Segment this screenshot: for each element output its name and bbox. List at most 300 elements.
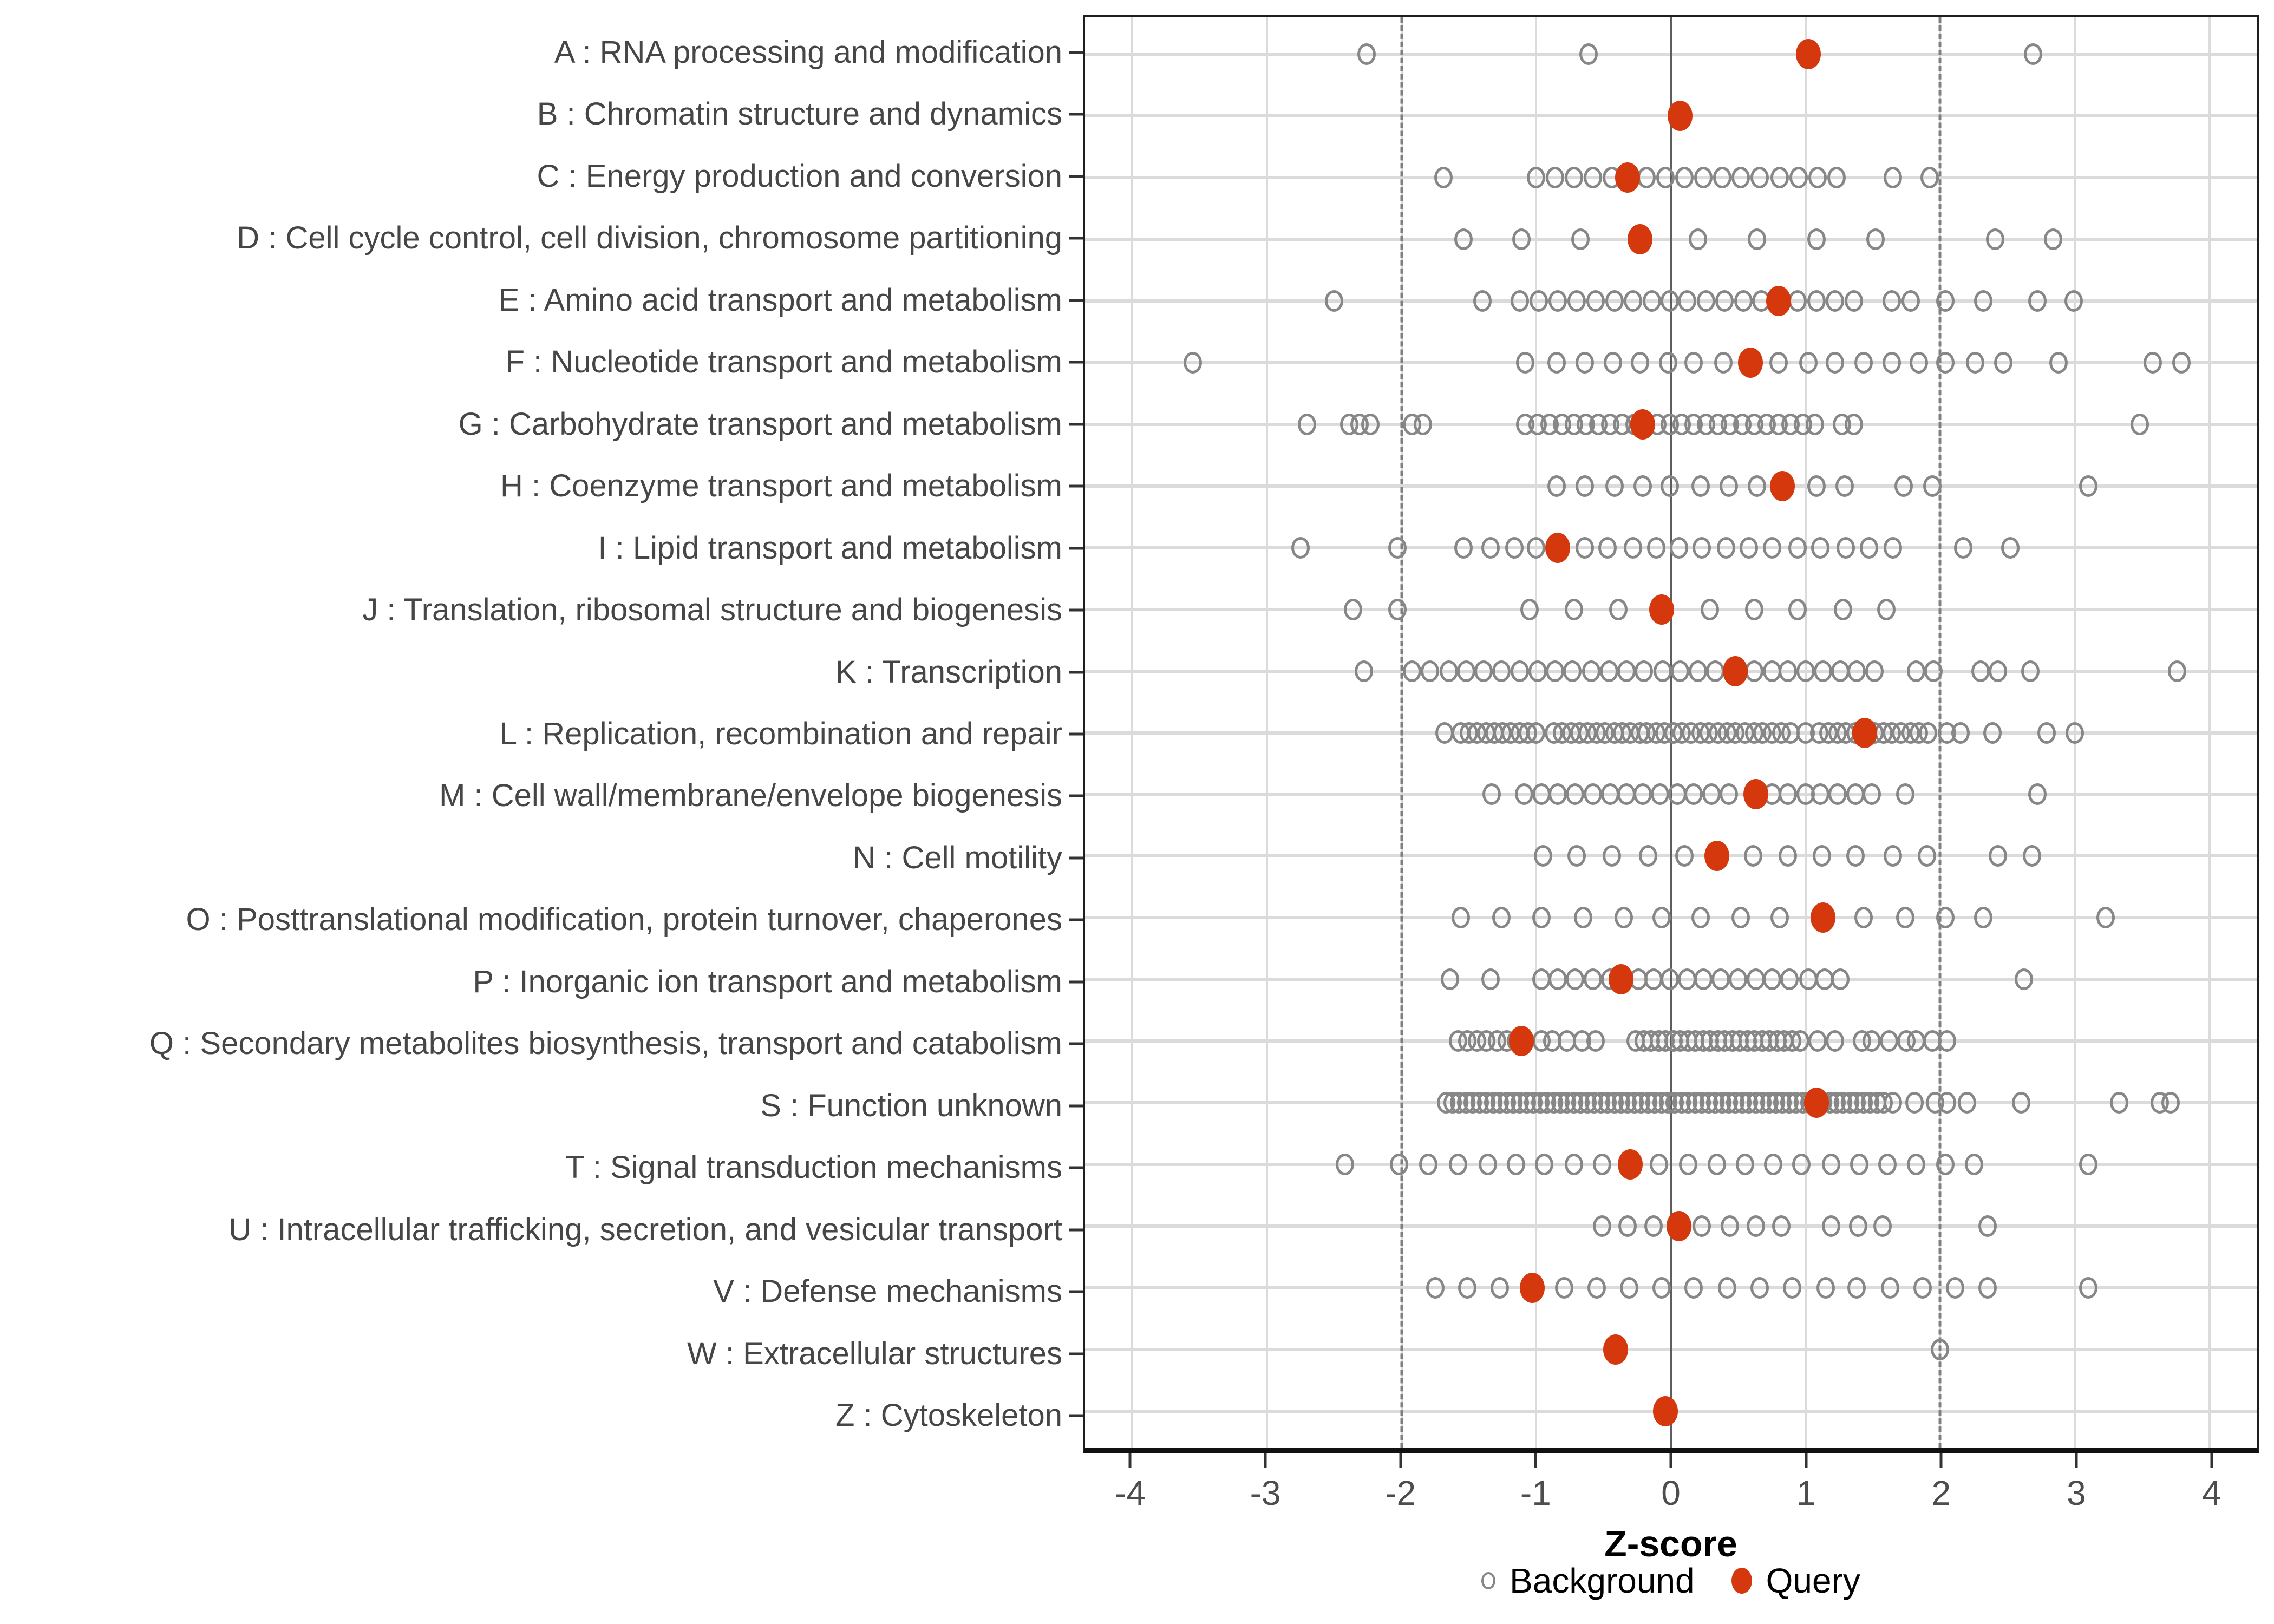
x-tick-mark <box>1129 1453 1132 1468</box>
background-point <box>1796 660 1815 682</box>
background-point <box>1344 599 1362 620</box>
background-point <box>1748 228 1766 250</box>
background-point <box>1901 290 1920 312</box>
background-point <box>1936 290 1955 312</box>
background-point <box>1697 290 1715 312</box>
background-point <box>2079 475 2097 497</box>
background-point <box>1563 660 1582 682</box>
background-point <box>1516 352 1534 374</box>
x-tick-mark <box>1264 1453 1267 1468</box>
background-point <box>1884 845 1902 867</box>
background-point <box>1584 783 1602 805</box>
background-point <box>1720 475 1738 497</box>
background-point <box>1740 537 1758 559</box>
background-point <box>1958 1092 1976 1114</box>
background-point <box>1788 599 1807 620</box>
background-point <box>1598 537 1617 559</box>
background-point <box>2066 722 2084 744</box>
background-point <box>2037 722 2056 744</box>
y-tick-mark <box>1069 856 1083 859</box>
background-point <box>1609 599 1628 620</box>
background-point <box>1983 722 2002 744</box>
background-point <box>1715 290 1734 312</box>
background-point <box>1826 352 1844 374</box>
background-point <box>1708 1154 1726 1175</box>
x-axis-title: Z-score <box>1604 1523 1737 1564</box>
background-point <box>1791 1030 1809 1052</box>
background-point <box>1772 1215 1791 1237</box>
background-point <box>1593 1215 1611 1237</box>
background-point <box>2161 1092 2180 1114</box>
background-point <box>1605 475 1624 497</box>
background-point <box>2049 352 2068 374</box>
background-point <box>1633 475 1652 497</box>
background-point <box>1675 845 1694 867</box>
background-point <box>1808 1030 1827 1052</box>
background-point <box>1847 660 1866 682</box>
background-point <box>1492 660 1511 682</box>
background-point <box>1808 167 1827 188</box>
background-point <box>1507 1154 1525 1175</box>
y-tick-mark <box>1069 423 1083 425</box>
background-point <box>1624 290 1642 312</box>
background-point <box>1473 290 1492 312</box>
y-category-label: G : Carbohydrate transport and metabolism <box>458 406 1062 442</box>
background-point <box>1643 290 1661 312</box>
background-point <box>1651 783 1669 805</box>
background-point <box>2028 783 2047 805</box>
background-point <box>1721 1215 1739 1237</box>
background-point <box>1691 475 1710 497</box>
background-point <box>1717 537 1735 559</box>
background-point <box>1441 968 1459 990</box>
background-point <box>1729 968 1747 990</box>
legend-item-query <box>1731 1563 1860 1598</box>
background-point <box>1492 907 1511 928</box>
y-tick-mark <box>1069 609 1083 612</box>
background-point <box>1491 1277 1509 1299</box>
x-tick-mark <box>1399 1453 1402 1468</box>
background-point <box>1769 352 1788 374</box>
background-point <box>1440 660 1458 682</box>
background-point <box>1731 167 1750 188</box>
background-point <box>1731 907 1750 928</box>
background-point <box>1978 1277 1997 1299</box>
background-point <box>1689 228 1707 250</box>
background-point <box>1419 1154 1437 1175</box>
background-point <box>2168 660 2186 682</box>
background-point <box>1426 1277 1445 1299</box>
background-point <box>1678 290 1696 312</box>
background-point <box>1764 1154 1782 1175</box>
background-point <box>1565 167 1583 188</box>
background-point <box>2021 660 2040 682</box>
x-tick-mark <box>1940 1453 1943 1468</box>
query-point <box>1618 1149 1643 1180</box>
background-circle-icon <box>1481 1572 1495 1589</box>
background-point <box>1971 660 1990 682</box>
background-point <box>1603 845 1621 867</box>
background-point <box>1481 968 1500 990</box>
background-point <box>1547 352 1566 374</box>
background-point <box>1918 845 1936 867</box>
background-point <box>2001 537 2020 559</box>
y-category-label: B : Chromatin structure and dynamics <box>537 96 1062 132</box>
background-point <box>1567 845 1586 867</box>
background-point <box>2110 1092 2128 1114</box>
y-category-label: Z : Cytoskeleton <box>835 1398 1062 1433</box>
query-point <box>1704 841 1729 871</box>
background-point <box>1644 1215 1663 1237</box>
background-point <box>1736 1154 1754 1175</box>
x-tick-mark <box>2075 1453 2077 1468</box>
background-point <box>1714 352 1733 374</box>
background-point <box>2079 1154 2097 1175</box>
background-point <box>1883 290 1901 312</box>
y-tick-mark <box>1069 547 1083 549</box>
background-point <box>1530 290 1548 312</box>
x-tick-mark <box>1670 1453 1672 1468</box>
background-point <box>1873 1215 1892 1237</box>
y-tick-mark <box>1069 237 1083 240</box>
background-point <box>1936 1154 1955 1175</box>
background-point <box>1449 1154 1467 1175</box>
y-tick-mark <box>1069 175 1083 178</box>
background-point <box>1593 1154 1611 1175</box>
background-point <box>1661 475 1679 497</box>
background-point <box>1849 1215 1867 1237</box>
background-point <box>1548 968 1567 990</box>
query-point <box>1649 594 1674 625</box>
background-point <box>1587 1277 1606 1299</box>
query-point <box>1609 964 1633 994</box>
background-point <box>1528 660 1547 682</box>
background-point <box>1548 783 1567 805</box>
y-tick-mark <box>1069 51 1083 54</box>
background-point <box>1511 660 1529 682</box>
background-point <box>1780 968 1799 990</box>
background-point <box>1693 1215 1711 1237</box>
background-point <box>1693 537 1711 559</box>
background-point <box>1534 845 1552 867</box>
background-point <box>1770 167 1789 188</box>
background-point <box>1355 660 1373 682</box>
background-point <box>1452 907 1470 928</box>
background-point <box>1582 660 1600 682</box>
background-point <box>1586 1030 1605 1052</box>
background-point <box>1512 228 1531 250</box>
x-tick-label: -4 <box>1114 1474 1146 1512</box>
background-point <box>2044 228 2062 250</box>
x-tick-label: -3 <box>1250 1474 1281 1512</box>
background-point <box>1789 167 1808 188</box>
query-point <box>1615 162 1640 193</box>
background-point <box>1807 290 1826 312</box>
background-point <box>1684 352 1703 374</box>
background-point <box>1388 537 1407 559</box>
background-point <box>1779 783 1797 805</box>
plot-area <box>1085 17 2257 1448</box>
background-point <box>1390 1154 1408 1175</box>
y-category-label: O : Posttranslational modification, protein turnover, chaperones <box>186 902 1062 938</box>
background-point <box>1620 1277 1638 1299</box>
y-category-label: E : Amino acid transport and metabolism <box>498 282 1062 318</box>
background-point <box>1618 1215 1637 1237</box>
background-point <box>1936 352 1955 374</box>
background-point <box>1566 783 1584 805</box>
background-point <box>1567 290 1586 312</box>
background-point <box>1624 537 1642 559</box>
background-point <box>2064 290 2083 312</box>
background-point <box>1600 660 1618 682</box>
background-point <box>1826 290 1844 312</box>
background-point <box>1639 845 1657 867</box>
background-point <box>1336 1154 1354 1175</box>
background-point <box>1814 660 1832 682</box>
background-point <box>1675 167 1694 188</box>
legend-label-query: Query <box>1766 1561 1860 1600</box>
y-tick-mark <box>1069 1228 1083 1231</box>
y-tick-mark <box>1069 919 1083 921</box>
background-point <box>2096 907 2115 928</box>
background-point <box>1505 537 1524 559</box>
query-point <box>1628 224 1652 254</box>
y-category-label: Q : Secondary metabolites biosynthesis, transport and catabolism <box>149 1026 1062 1062</box>
background-point <box>1938 1030 1956 1052</box>
background-point <box>1884 537 1902 559</box>
y-tick-mark <box>1069 1104 1083 1107</box>
background-point <box>1604 352 1622 374</box>
query-point <box>1653 1396 1678 1426</box>
y-tick-mark <box>1069 485 1083 488</box>
background-point <box>1548 290 1567 312</box>
background-point <box>1454 228 1473 250</box>
background-point <box>1184 352 1202 374</box>
background-point <box>1747 1215 1765 1237</box>
y-category-label: P : Inorganic ion transport and metabolism <box>473 964 1062 999</box>
y-category-label: A : RNA processing and modification <box>554 34 1062 70</box>
background-point <box>1865 660 1884 682</box>
y-tick-mark <box>1069 1043 1083 1045</box>
background-point <box>1547 475 1566 497</box>
background-point <box>1720 783 1738 805</box>
background-point <box>1357 43 1376 65</box>
background-point <box>1806 414 1824 435</box>
background-point <box>1670 537 1688 559</box>
background-point <box>1584 167 1602 188</box>
background-point <box>2144 352 2162 374</box>
background-point <box>1706 660 1724 682</box>
background-point <box>1978 1215 1997 1237</box>
y-category-label: M : Cell wall/membrane/envelope biogenesis <box>439 778 1062 814</box>
background-point <box>1783 1277 1801 1299</box>
background-point <box>1750 1277 1769 1299</box>
background-point <box>1652 907 1671 928</box>
background-point <box>1615 907 1633 928</box>
background-point <box>1954 537 1972 559</box>
query-point <box>1545 533 1570 563</box>
background-point <box>1883 352 1901 374</box>
query-point <box>1743 779 1768 809</box>
legend <box>1083 1563 2259 1598</box>
background-point <box>1863 1030 1881 1052</box>
background-point <box>1994 352 2012 374</box>
y-tick-mark <box>1069 113 1083 116</box>
x-tick-label: 0 <box>1661 1474 1681 1512</box>
background-point <box>1938 1092 1956 1114</box>
legend-item-background <box>1481 1563 1695 1598</box>
background-point <box>1661 968 1679 990</box>
background-point <box>1788 537 1807 559</box>
background-point <box>1671 660 1689 682</box>
background-point <box>1965 1154 1983 1175</box>
background-point <box>1689 660 1707 682</box>
background-point <box>1527 722 1545 744</box>
background-point <box>1458 1277 1476 1299</box>
background-point <box>1907 660 1925 682</box>
background-point <box>1535 1154 1553 1175</box>
background-point <box>1654 660 1672 682</box>
y-category-label: L : Replication, recombination and repair <box>499 716 1062 751</box>
background-point <box>1816 1277 1835 1299</box>
background-point <box>1403 660 1421 682</box>
background-point <box>1520 599 1539 620</box>
background-point <box>1656 167 1675 188</box>
background-point <box>1884 167 1902 188</box>
background-point <box>2023 845 2041 867</box>
background-point <box>1576 537 1594 559</box>
background-point <box>1854 352 1873 374</box>
background-point <box>1920 167 1939 188</box>
background-point <box>1694 167 1713 188</box>
background-point <box>1880 1030 1898 1052</box>
background-point <box>1652 1277 1671 1299</box>
threshold-line <box>1400 17 1403 1448</box>
background-point <box>1763 968 1781 990</box>
background-point <box>1361 414 1380 435</box>
background-point <box>1951 722 1970 744</box>
query-point <box>1804 1088 1829 1118</box>
background-point <box>2172 352 2191 374</box>
background-point <box>1878 1154 1897 1175</box>
background-point <box>1974 290 1992 312</box>
y-category-label: S : Function unknown <box>760 1088 1062 1123</box>
query-circle-icon <box>1731 1568 1752 1594</box>
background-point <box>1924 660 1943 682</box>
background-point <box>1482 783 1501 805</box>
x-tick-mark <box>1805 1453 1807 1468</box>
background-point <box>1837 537 1855 559</box>
query-point <box>1603 1334 1628 1365</box>
query-point <box>1723 656 1748 686</box>
y-category-label: U : Intracellular trafficking, secretion, and vesicular transport <box>228 1212 1062 1247</box>
background-point <box>1532 907 1551 928</box>
background-point <box>1845 414 1863 435</box>
background-point <box>1635 660 1653 682</box>
x-tick-label: 2 <box>1931 1474 1951 1512</box>
y-category-label: H : Coenzyme transport and metabolism <box>500 468 1062 504</box>
x-tick-mark <box>1534 1453 1537 1468</box>
x-tick-mark <box>2210 1453 2213 1468</box>
background-point <box>1691 907 1710 928</box>
y-category-label: J : Translation, ribosomal structure and biogenesis <box>362 592 1062 628</box>
background-point <box>1474 660 1493 682</box>
background-point <box>1811 783 1829 805</box>
x-tick-label: 1 <box>1796 1474 1816 1512</box>
background-point <box>1827 167 1846 188</box>
y-category-label: D : Cell cycle control, cell division, chromosome partitioning <box>237 220 1062 256</box>
background-point <box>1421 660 1439 682</box>
background-point <box>1834 599 1852 620</box>
background-point <box>1936 907 1955 928</box>
background-point <box>1605 290 1624 312</box>
background-point <box>1713 167 1731 188</box>
background-point <box>1481 537 1500 559</box>
background-point <box>1718 1277 1736 1299</box>
background-point <box>1571 228 1590 250</box>
background-point <box>1702 783 1721 805</box>
background-point <box>1913 1277 1932 1299</box>
background-point <box>1701 599 1719 620</box>
query-point <box>1852 718 1877 748</box>
background-point <box>1684 1277 1703 1299</box>
query-point <box>1796 39 1821 69</box>
query-point <box>1811 902 1835 933</box>
background-point <box>1527 167 1545 188</box>
background-point <box>1734 290 1753 312</box>
background-point <box>1454 537 1473 559</box>
background-point <box>1414 414 1432 435</box>
background-point <box>1565 599 1583 620</box>
background-point <box>1388 599 1407 620</box>
y-category-label: T : Signal transduction mechanisms <box>565 1150 1062 1186</box>
query-point <box>1770 471 1795 501</box>
background-point <box>1850 1154 1868 1175</box>
y-category-label: F : Nucleotide transport and metabolism <box>505 344 1062 380</box>
query-point <box>1668 101 1693 131</box>
background-point <box>1826 1030 1844 1052</box>
background-point <box>1896 783 1914 805</box>
y-tick-mark <box>1069 671 1083 673</box>
background-point <box>1860 537 1878 559</box>
background-point <box>1792 1154 1811 1175</box>
y-tick-mark <box>1069 1291 1083 1293</box>
background-point <box>1907 1154 1925 1175</box>
background-point <box>1923 475 1942 497</box>
background-point <box>1779 660 1797 682</box>
background-point <box>2079 1277 2097 1299</box>
background-point <box>1831 968 1850 990</box>
background-point <box>1845 290 1863 312</box>
query-point <box>1630 409 1655 440</box>
background-point <box>1910 352 1928 374</box>
background-point <box>1576 475 1594 497</box>
background-point <box>1905 1092 1924 1114</box>
background-point <box>1881 1277 1899 1299</box>
background-point <box>1846 845 1865 867</box>
background-point <box>1679 1154 1697 1175</box>
x-tick-label: -2 <box>1385 1474 1416 1512</box>
y-category-label: K : Transcription <box>835 654 1062 690</box>
background-point <box>1822 1154 1840 1175</box>
background-point <box>1813 845 1831 867</box>
y-category-label: V : Defense mechanisms <box>713 1274 1062 1309</box>
background-point <box>1884 1092 1902 1114</box>
background-point <box>1479 1154 1497 1175</box>
background-point <box>1986 228 2004 250</box>
legend-label-background: Background <box>1510 1561 1695 1600</box>
background-point <box>1919 722 1937 744</box>
